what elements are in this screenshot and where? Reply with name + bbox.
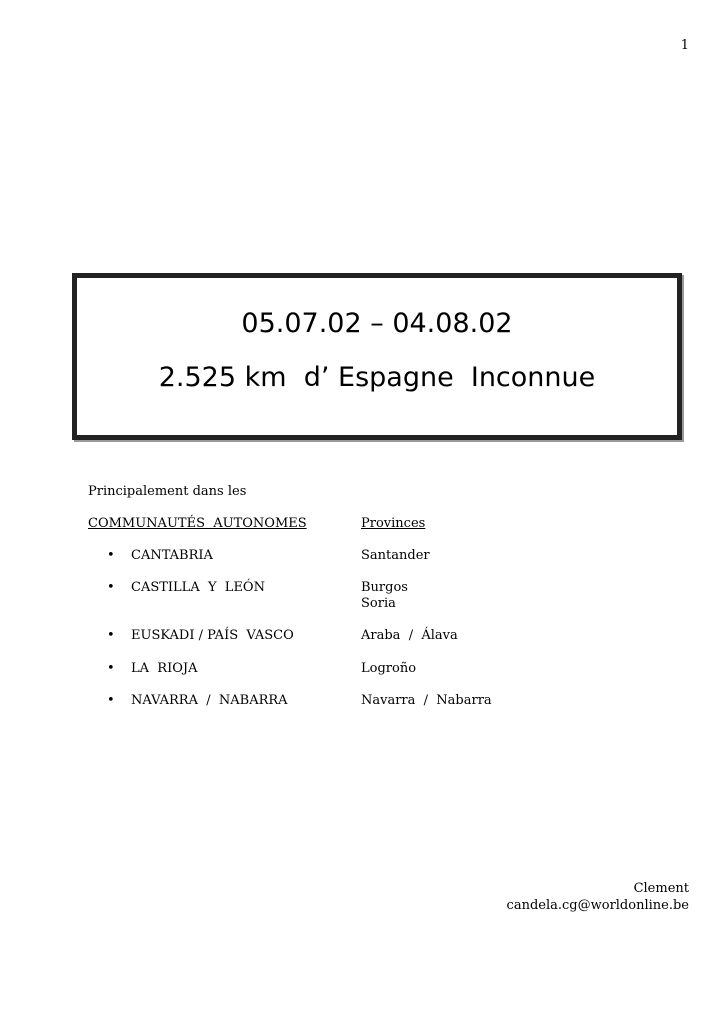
- province: Logroño: [361, 661, 417, 676]
- region-name: EUSKADI / PAÍS VASCO: [131, 628, 294, 643]
- header-provinces: Provinces: [361, 516, 426, 531]
- province-list: [361, 693, 492, 709]
- title-main: 2.525 km d’ Espagne Inconnue: [158, 362, 596, 393]
- footer-signature: [507, 880, 689, 914]
- title-box: [72, 273, 682, 440]
- region-name: LA RIOJA: [131, 661, 198, 676]
- province: Burgos: [361, 580, 408, 595]
- header-communities: COMMUNAUTÉS AUTONOMES: [88, 516, 307, 531]
- province-list: [361, 548, 430, 564]
- author-name: Clement: [633, 881, 689, 896]
- region-name: CASTILLA Y LEÓN: [131, 580, 265, 595]
- bullet-icon: •: [107, 693, 115, 708]
- province: Araba / Álava: [361, 628, 458, 643]
- province: Santander: [361, 548, 430, 563]
- province: Navarra / Nabarra: [361, 693, 492, 708]
- province: Soria: [361, 596, 396, 611]
- bullet-icon: •: [107, 628, 115, 643]
- province-list: [361, 661, 416, 677]
- province-list: [361, 580, 408, 612]
- page-number: 1: [680, 38, 689, 53]
- title-dates: 05.07.02 – 04.08.02: [241, 308, 513, 339]
- province-list: [361, 628, 458, 644]
- region-name: CANTABRIA: [131, 548, 213, 563]
- bullet-icon: •: [107, 580, 115, 595]
- bullet-icon: •: [107, 548, 115, 563]
- intro-text: Principalement dans les: [88, 484, 247, 499]
- bullet-icon: •: [107, 661, 115, 676]
- region-name: NAVARRA / NABARRA: [131, 693, 288, 708]
- author-email: candela.cg@worldonline.be: [506, 898, 689, 913]
